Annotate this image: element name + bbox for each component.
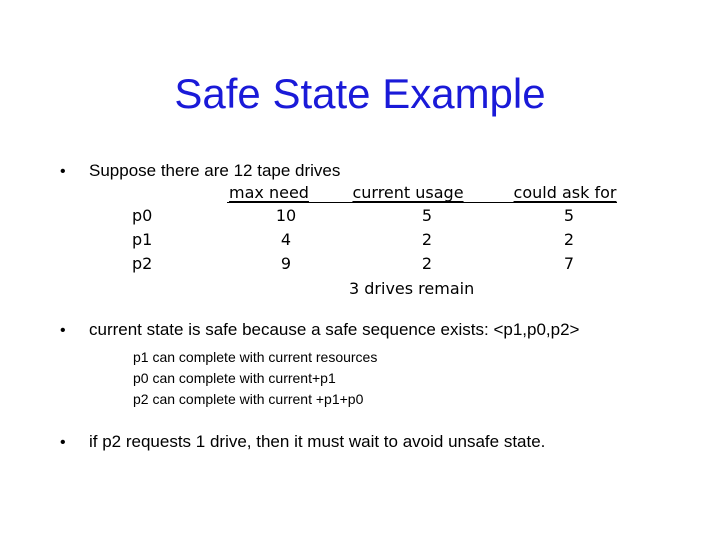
sub-point-1: p1 can complete with current resources: [133, 349, 378, 365]
bullet-marker-3: •: [60, 434, 66, 451]
table-cell: 2: [421, 230, 433, 249]
table-cell: 7: [563, 254, 575, 273]
table-cell: 10: [275, 206, 297, 225]
table-cell: 9: [280, 254, 292, 273]
drives-remain-note: 3 drives remain: [349, 279, 475, 298]
table-cell: 5: [421, 206, 433, 225]
table-cell: 4: [280, 230, 292, 249]
table-row-label-p1: p1: [132, 230, 153, 249]
table-row-label-p2: p2: [132, 254, 153, 273]
slide-title: Safe State Example: [174, 70, 546, 117]
sub-point-3: p2 can complete with current +p1+p0: [133, 391, 364, 407]
column-header-could-ask-for: could ask for: [513, 183, 617, 202]
bullet-text-3: if p2 requests 1 drive, then it must wait to avoid unsafe state.: [89, 432, 546, 451]
table-cell: 5: [563, 206, 575, 225]
header-underline: [227, 202, 617, 203]
bullet-text-2: current state is safe because a safe sequence exists: <p1,p0,p2>: [89, 320, 580, 339]
table-cell: 2: [421, 254, 433, 273]
column-header-max-need: max need: [229, 183, 309, 202]
sub-point-2: p0 can complete with current+p1: [133, 370, 336, 386]
table-row-label-p0: p0: [132, 206, 153, 225]
bullet-text-1: Suppose there are 12 tape drives: [89, 161, 341, 180]
bullet-marker-2: •: [60, 322, 66, 339]
table-cell: 2: [563, 230, 575, 249]
bullet-marker-1: •: [60, 163, 66, 180]
column-header-current-usage: current usage: [352, 183, 464, 202]
